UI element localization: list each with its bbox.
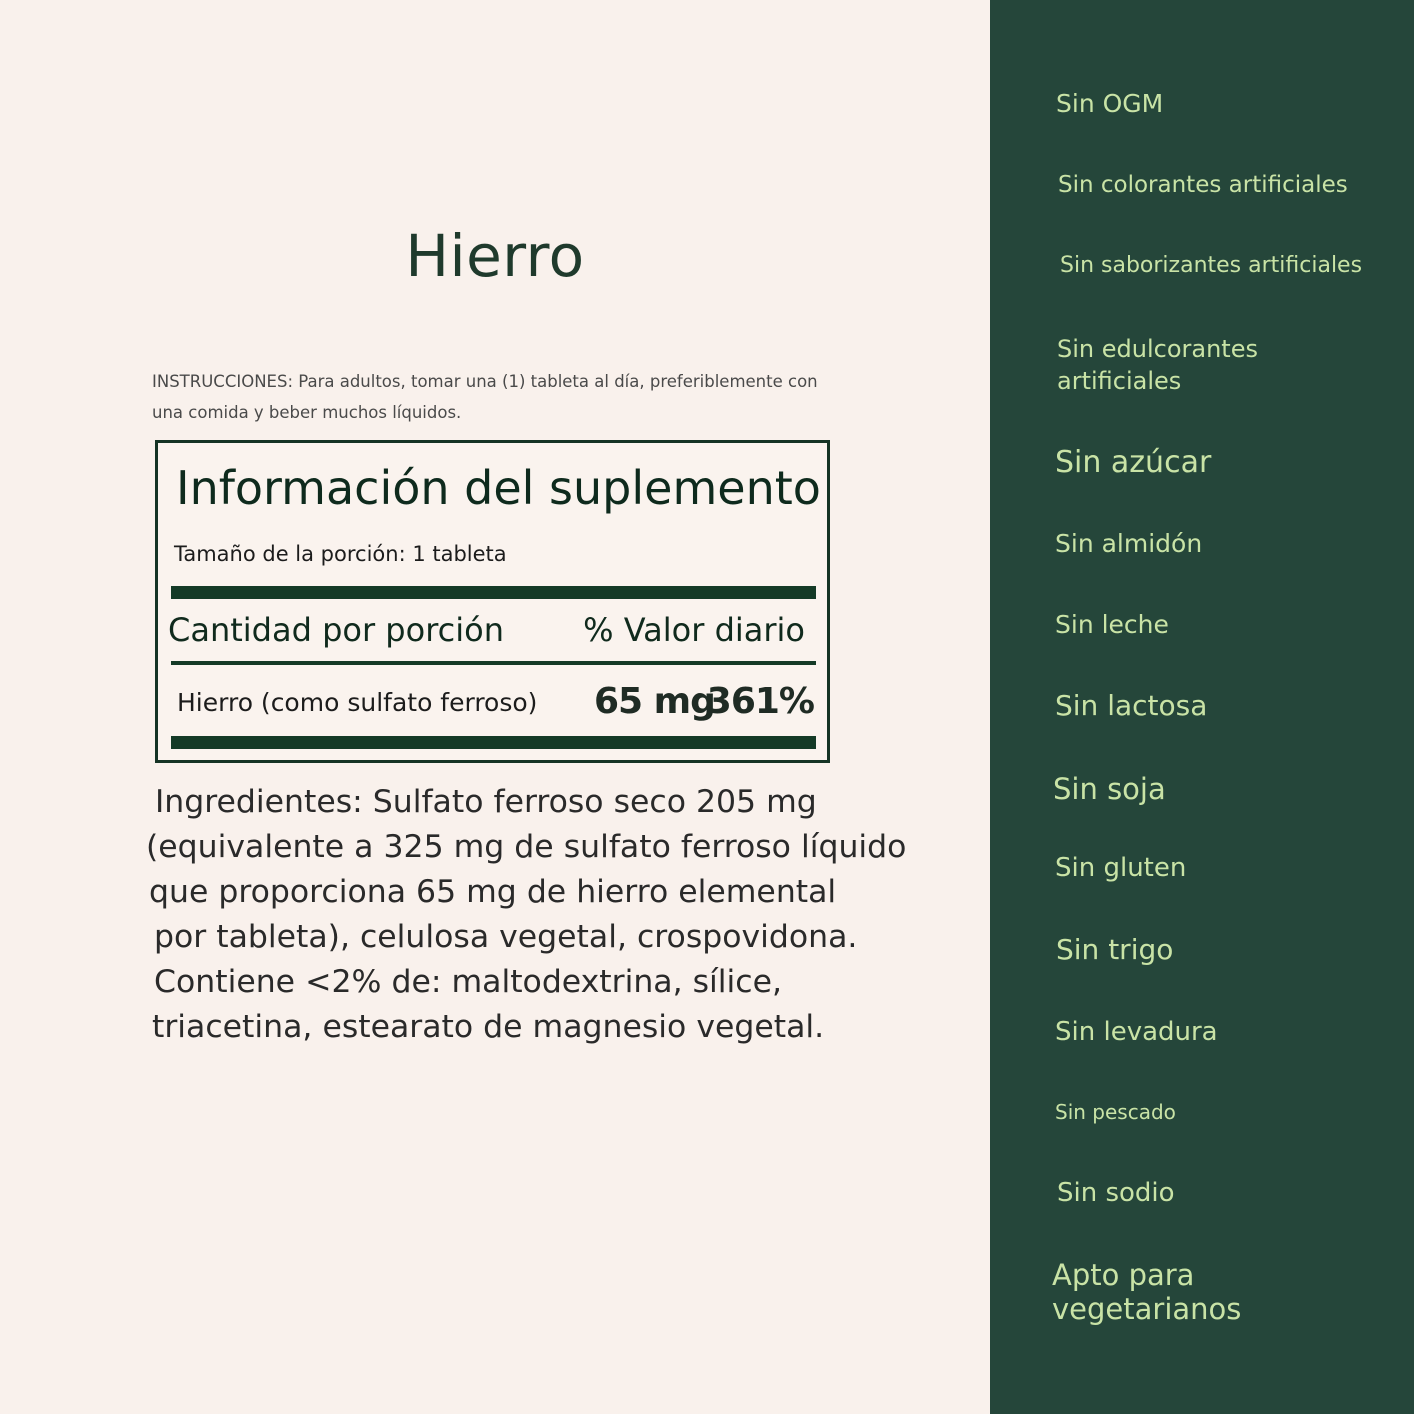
claim-item: Sin levadura xyxy=(1055,1017,1218,1047)
claim-item: Sin pescado xyxy=(1055,1100,1176,1124)
claim-item: Sin saborizantes artificiales xyxy=(1060,253,1363,278)
ingredients-line: Ingredientes: Sulfato ferroso seco 205 mg xyxy=(155,784,817,820)
ingredients-line: por tableta), celulosa vegetal, crospovidona. xyxy=(154,919,858,955)
ingredients-line: que proporciona 65 mg de hierro elemental xyxy=(149,874,837,910)
ingredients-line: Contiene <2% de: maltodextrina, sílice, xyxy=(154,964,783,1000)
claim-item: Sin leche xyxy=(1055,610,1169,639)
divider-thick xyxy=(171,736,816,749)
claim-item: Apto para vegetarianos xyxy=(1052,1258,1242,1326)
claim-item: Sin edulcorantes artificiales xyxy=(1057,335,1258,395)
serving-size: Tamaño de la porción: 1 tableta xyxy=(174,542,507,566)
claim-item: Sin OGM xyxy=(1056,89,1164,118)
claim-item: Sin colorantes artificiales xyxy=(1058,172,1348,198)
daily-value-header: % Valor diario xyxy=(583,611,805,649)
product-title: Hierro xyxy=(405,222,585,290)
supplement-facts-heading: Información del suplemento xyxy=(176,461,821,515)
divider-thin xyxy=(171,661,816,665)
ingredients-text xyxy=(146,780,907,1050)
supplement-facts-box xyxy=(155,440,830,763)
claim-item: Sin gluten xyxy=(1055,853,1187,883)
claim-item: Sin azúcar xyxy=(1055,445,1212,480)
ingredients-line: (equivalente a 325 mg de sulfato ferroso líquido xyxy=(146,829,907,865)
nutrient-amount: 65 mg xyxy=(594,681,715,722)
nutrient-daily-value: 361% xyxy=(706,681,814,722)
nutrient-name: Hierro (como sulfato ferroso) xyxy=(177,688,538,717)
claim-item: Sin sodio xyxy=(1057,1178,1175,1208)
instructions-text: INSTRUCCIONES: Para adultos, tomar una (1) tableta al día, preferiblemente con una comida y beber muchos líquidos. xyxy=(152,372,818,422)
claim-item: Sin almidón xyxy=(1055,529,1203,558)
divider-thick xyxy=(171,586,816,599)
amount-per-serving-header: Cantidad por porción xyxy=(168,611,504,649)
claim-item: Sin trigo xyxy=(1056,933,1174,966)
claims-sidebar xyxy=(990,0,1414,1414)
ingredients-line: triacetina, estearato de magnesio vegetal. xyxy=(152,1009,825,1045)
claim-item: Sin soja xyxy=(1053,772,1166,806)
claim-item: Sin lactosa xyxy=(1055,689,1208,722)
